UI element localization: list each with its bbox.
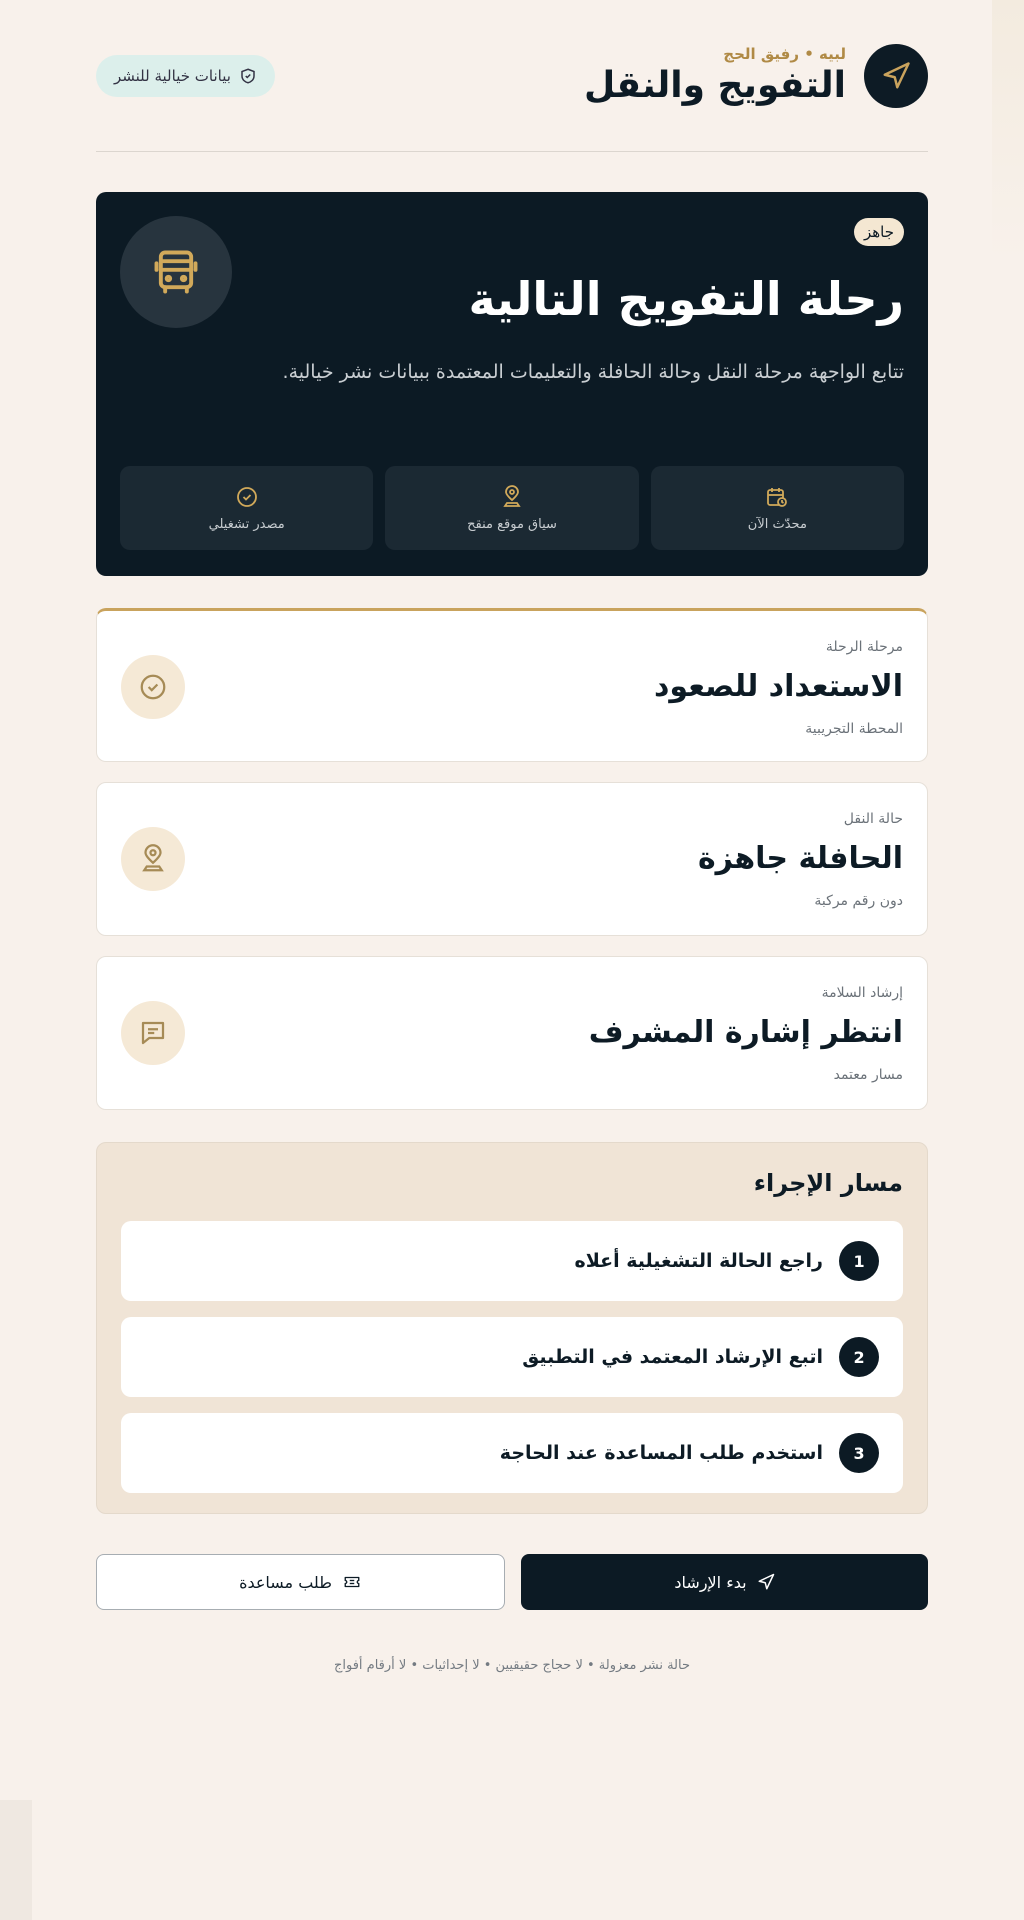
card-note: المحطة التجريبية [805, 721, 903, 737]
navigation-arrow-icon [864, 44, 928, 108]
page-header [96, 0, 928, 152]
navigation-arrow-icon [757, 1573, 775, 1591]
step-item [121, 1317, 903, 1397]
check-circle-icon [121, 655, 185, 719]
map-pin-icon [500, 485, 524, 509]
safety-guidance-card [96, 956, 928, 1110]
step-number: 3 [839, 1433, 879, 1473]
page-title: التفويج والنقل [583, 65, 846, 106]
step-number: 1 [839, 1241, 879, 1281]
footer-note: حالة نشر معزولة • لا حجاج حقيقيين • لا إحداثيات • لا أرقام أفواج [333, 1658, 690, 1673]
request-help-button[interactable]: طلب مساعدة [96, 1554, 505, 1610]
stat-source: مصدر تشغيلي [120, 466, 373, 550]
card-note: مسار معتمد [833, 1067, 903, 1083]
brand [584, 44, 928, 108]
start-guidance-button[interactable]: بدء الإرشاد [521, 1554, 928, 1610]
card-note: دون رقم مركبة [814, 893, 903, 909]
step-number: 2 [839, 1337, 879, 1377]
action-buttons [96, 1554, 928, 1610]
card-caption: حالة النقل [843, 811, 903, 827]
step-text: اتبع الإرشاد المعتمد في التطبيق [522, 1346, 823, 1368]
calendar-clock-icon [765, 485, 789, 509]
shield-check-icon [239, 67, 257, 85]
map-pin-icon [121, 827, 185, 891]
bus-icon [120, 216, 232, 328]
stat-updated: محدّث الآن [651, 466, 904, 550]
card-title: انتظر إشارة المشرف [588, 1015, 903, 1050]
steps-title: مسار الإجراء [753, 1169, 903, 1197]
hero-description: تتابع الواجهة مرحلة النقل وحالة الحافلة والتعليمات المعتمدة ببيانات نشر خيالية. [282, 361, 904, 383]
stat-location-context: سياق موقع منقح [385, 466, 638, 550]
card-caption: إرشاد السلامة [821, 985, 903, 1001]
action-steps [96, 1142, 928, 1514]
check-circle-icon [235, 485, 259, 509]
transport-status-card [96, 782, 928, 936]
step-text: استخدم طلب المساعدة عند الحاجة [499, 1442, 823, 1464]
trip-phase-card [96, 608, 928, 762]
page [96, 0, 928, 1673]
card-title: الحافلة جاهزة [697, 841, 903, 876]
brand-subtitle: لبيه • رفيق الحج [723, 45, 846, 63]
next-trip-card [96, 192, 928, 576]
step-text: راجع الحالة التشغيلية أعلاه [574, 1250, 823, 1272]
message-icon [121, 1001, 185, 1065]
ticket-icon [342, 1573, 362, 1591]
status-badge: جاهز [854, 218, 904, 246]
badge-label: بيانات خيالية للنشر [114, 66, 231, 85]
step-item [121, 1221, 903, 1301]
card-caption: مرحلة الرحلة [825, 639, 903, 655]
step-item [121, 1413, 903, 1493]
demo-data-badge [96, 55, 275, 97]
card-title: الاستعداد للصعود [654, 669, 903, 704]
hero-title: رحلة التفويج التالية [468, 272, 904, 326]
